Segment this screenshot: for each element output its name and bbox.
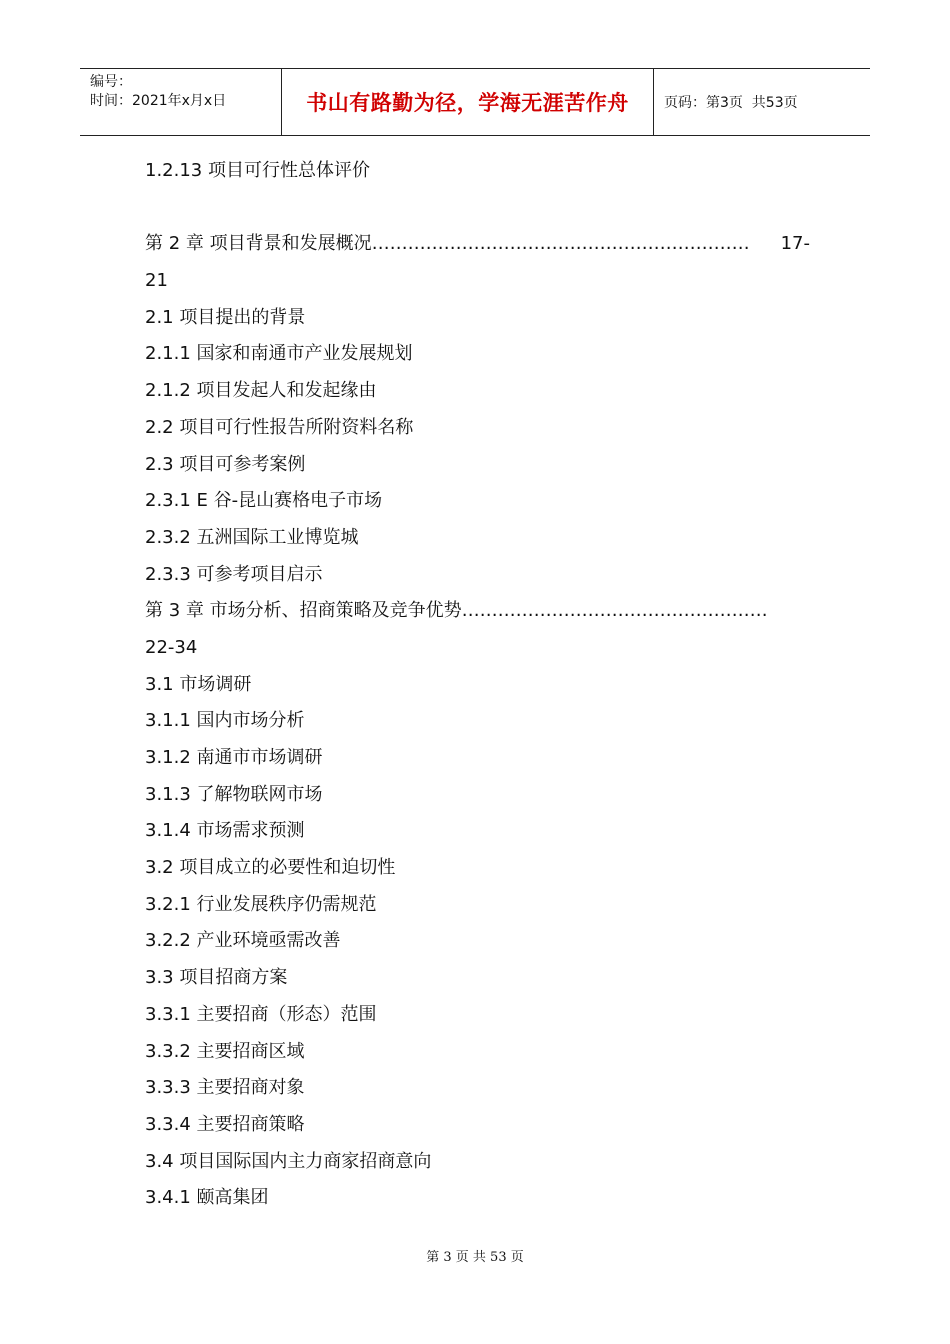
toc-page-range: 17- xyxy=(780,233,810,255)
toc-entry: 2.3 项目可参考案例 xyxy=(145,453,306,475)
toc-entry: 3.1.4 市场需求预测 xyxy=(145,820,305,842)
toc-entry: 3.1 市场调研 xyxy=(145,673,252,695)
toc-chapter-3 xyxy=(145,593,810,630)
header-page-label: 页码：第3页 共53页 xyxy=(664,95,798,111)
toc-entry: 2.1.2 项目发起人和发起缘由 xyxy=(145,380,377,402)
toc-entry: 3.3.2 主要招商区域 xyxy=(145,1040,305,1062)
table-of-contents xyxy=(145,153,810,1217)
header-motto: 书山有路勤为径，学海无涯苦作舟 xyxy=(306,91,629,115)
toc-chapter-title: 第 2 章 项目背景和发展概况 xyxy=(145,233,372,255)
toc-entry: 3.1.3 了解物联网市场 xyxy=(145,783,323,805)
toc-entry: 3.1.1 国内市场分析 xyxy=(145,710,305,732)
toc-entry: 3.2.1 行业发展秩序仍需规范 xyxy=(145,893,377,915)
toc-entry: 3.2.2 产业环境亟需改善 xyxy=(145,930,341,952)
toc-entry: 2.2 项目可行性报告所附资料名称 xyxy=(145,416,414,438)
toc-entry: 3.3 项目招商方案 xyxy=(145,967,288,989)
toc-entry: 2.1 项目提出的背景 xyxy=(145,306,306,328)
toc-entry: 3.3.1 主要招商（形态）范围 xyxy=(145,1003,377,1025)
page-header xyxy=(80,68,870,136)
toc-entry: 3.3.4 主要招商策略 xyxy=(145,1113,305,1135)
toc-leader-dots: …………………………………………… xyxy=(461,600,768,622)
header-meta-cell xyxy=(80,69,282,135)
toc-entry: 2.3.3 可参考项目启示 xyxy=(145,563,323,585)
toc-entry: 3.4.1 颐高集团 xyxy=(145,1187,269,1209)
page-footer: 第 3 页 共 53 页 xyxy=(426,1250,524,1265)
toc-entry: 2.3.1 E 谷-昆山赛格电子市场 xyxy=(145,490,383,512)
toc-entry: 1.2.13 项目可行性总体评价 xyxy=(145,160,370,181)
toc-entry: 2.1.1 国家和南通市产业发展规划 xyxy=(145,343,413,365)
header-page-cell xyxy=(654,69,870,135)
toc-leader-dots: ……………………………………………………… xyxy=(371,233,750,255)
toc-entry: 3.1.2 南通市市场调研 xyxy=(145,747,323,768)
toc-entry: 3.2 项目成立的必要性和迫切性 xyxy=(145,857,396,879)
toc-spacer xyxy=(145,190,810,227)
document-time-label: 时间：2021年x月x日 xyxy=(90,93,227,109)
toc-entry: 3.4 项目国际国内主力商家招商意向 xyxy=(145,1150,432,1172)
toc-page-range-continued: 21 xyxy=(145,270,168,292)
toc-entry: 3.3.3 主要招商对象 xyxy=(145,1077,305,1099)
header-motto-cell xyxy=(282,69,654,135)
toc-page-range: 22-34 xyxy=(145,636,198,658)
toc-chapter-2 xyxy=(145,226,810,263)
toc-chapter-title: 第 3 章 市场分析、招商策略及竞争优势 xyxy=(145,600,462,622)
toc-entry: 2.3.2 五洲国际工业博览城 xyxy=(145,526,359,548)
document-number-label: 编号： xyxy=(90,74,132,90)
